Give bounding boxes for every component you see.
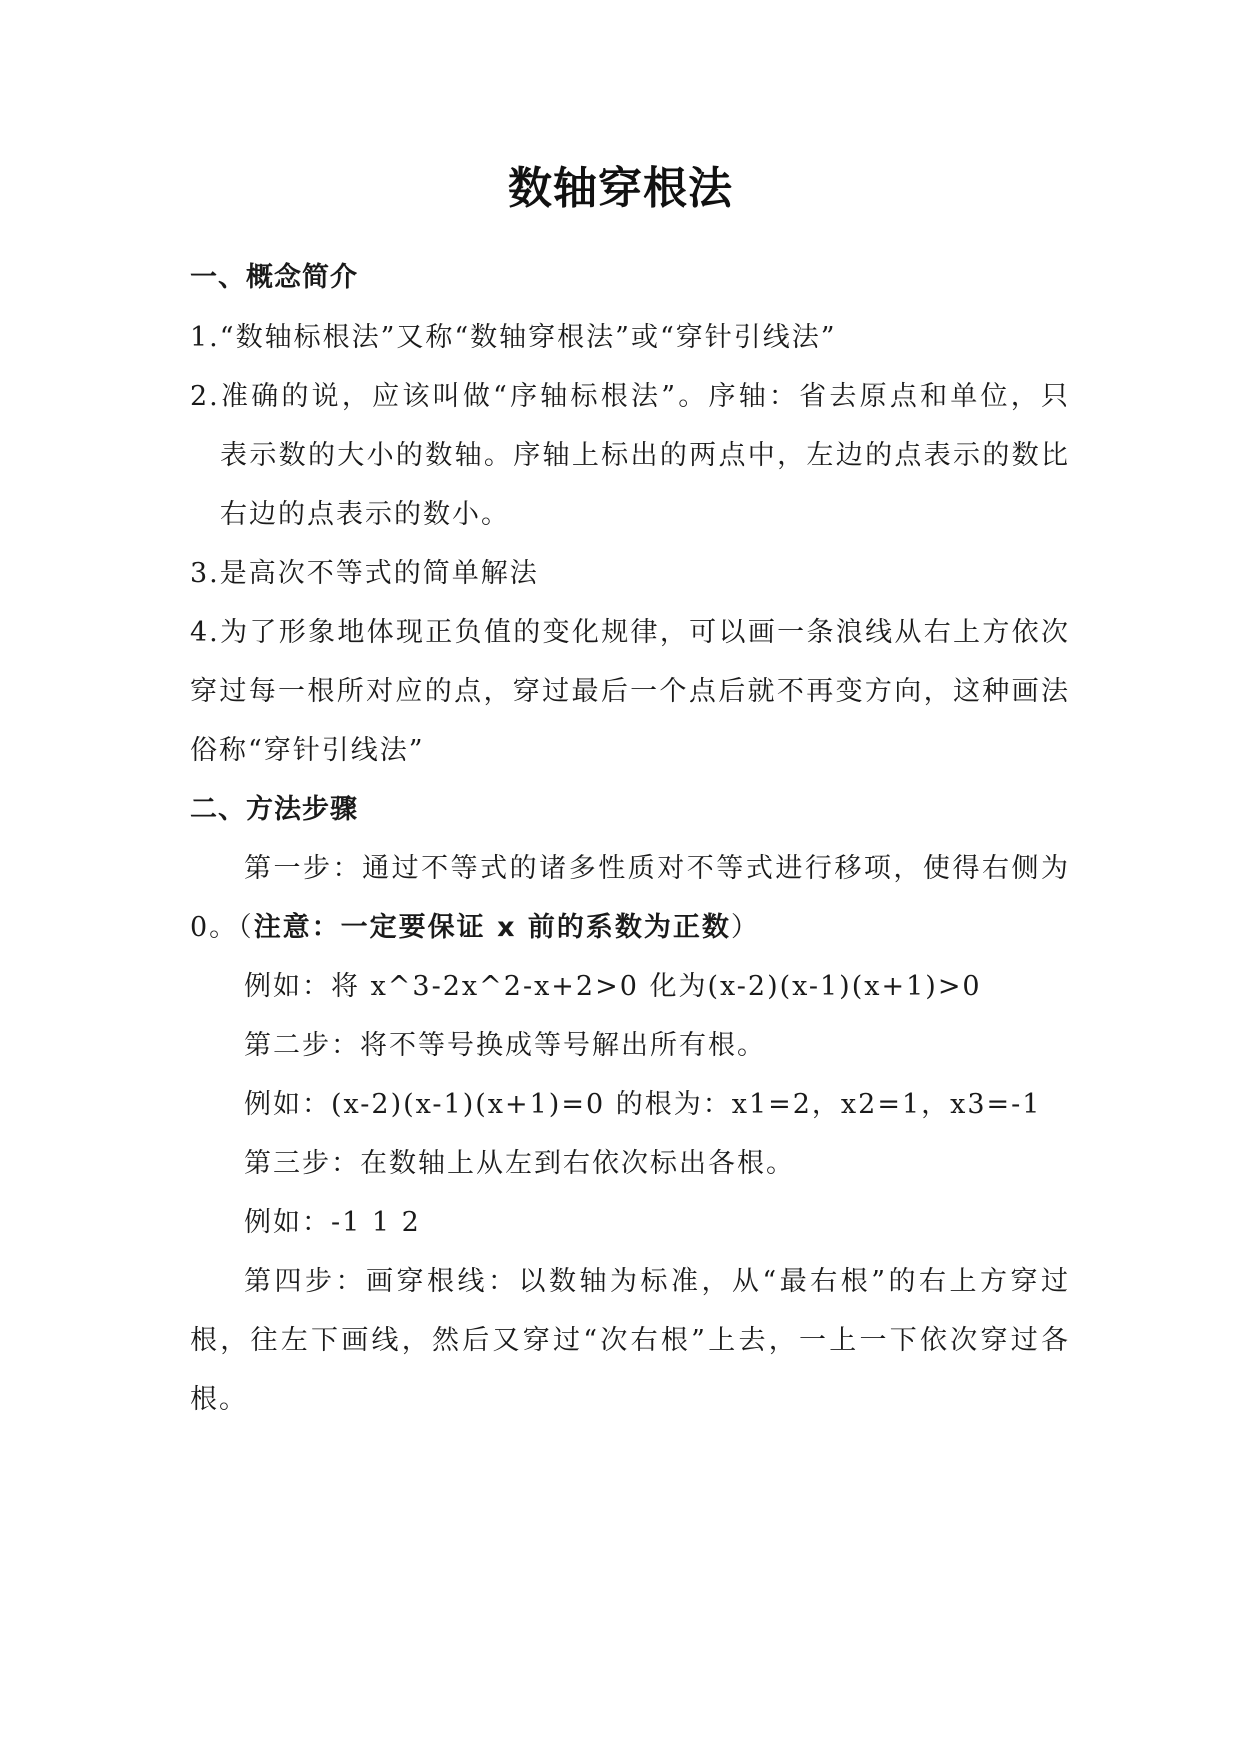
example-2: 例如：(x-2)(x-1)(x+1)=0 的根为：x1=2，x2=1，x3=-1 xyxy=(244,1089,1042,1120)
step-1-line-2 xyxy=(190,908,1070,948)
concept-item-4-line-2: 穿过每一根所对应的点，穿过最后一个点后就不再变方向，这种画法 xyxy=(190,676,1070,707)
step-4-line-1: 第四步：画穿根线：以数轴为标准，从“最右根”的右上方穿过 xyxy=(244,1266,1070,1297)
step-1-prefix: 0。（ xyxy=(190,912,254,943)
concept-item-4-line-1: 4.为了形象地体现正负值的变化规律，可以画一条浪线从右上方依次 xyxy=(190,617,1070,648)
page-title: 数轴穿根法 xyxy=(508,163,733,214)
concept-item-1: 1.“数轴标根法”又称“数轴穿根法”或“穿针引线法” xyxy=(190,322,837,353)
concept-item-2-line-1: 2.准确的说，应该叫做“序轴标根法”。序轴：省去原点和单位，只 xyxy=(190,381,1070,412)
step-1-line-1: 第一步：通过不等式的诸多性质对不等式进行移项，使得右侧为 xyxy=(244,853,1070,884)
example-3: 例如：-1 1 2 xyxy=(244,1207,421,1238)
step-4-line-3: 根。 xyxy=(190,1384,248,1415)
concept-item-2-line-3: 右边的点表示的数小。 xyxy=(220,499,510,530)
section-heading-steps: 二、方法步骤 xyxy=(190,794,358,825)
concept-item-4-line-3: 俗称“穿针引线法” xyxy=(190,735,425,766)
section-heading-concept: 一、概念简介 xyxy=(190,262,358,293)
step-3: 第三步：在数轴上从左到右依次标出各根。 xyxy=(244,1148,795,1179)
concept-item-2-line-2: 表示数的大小的数轴。序轴上标出的两点中，左边的点表示的数比 xyxy=(220,440,1070,471)
example-1: 例如：将 x^3-2x^2-x+2>0 化为(x-2)(x-1)(x+1)>0 xyxy=(244,971,982,1002)
step-1-suffix: ） xyxy=(730,912,760,943)
concept-item-3: 3.是高次不等式的简单解法 xyxy=(190,558,539,589)
step-4-line-2: 根，往左下画线，然后又穿过“次右根”上去，一上一下依次穿过各 xyxy=(190,1325,1070,1356)
step-2: 第二步：将不等号换成等号解出所有根。 xyxy=(244,1030,766,1061)
step-1-note: 注意：一定要保证 x 前的系数为正数 xyxy=(253,912,731,943)
